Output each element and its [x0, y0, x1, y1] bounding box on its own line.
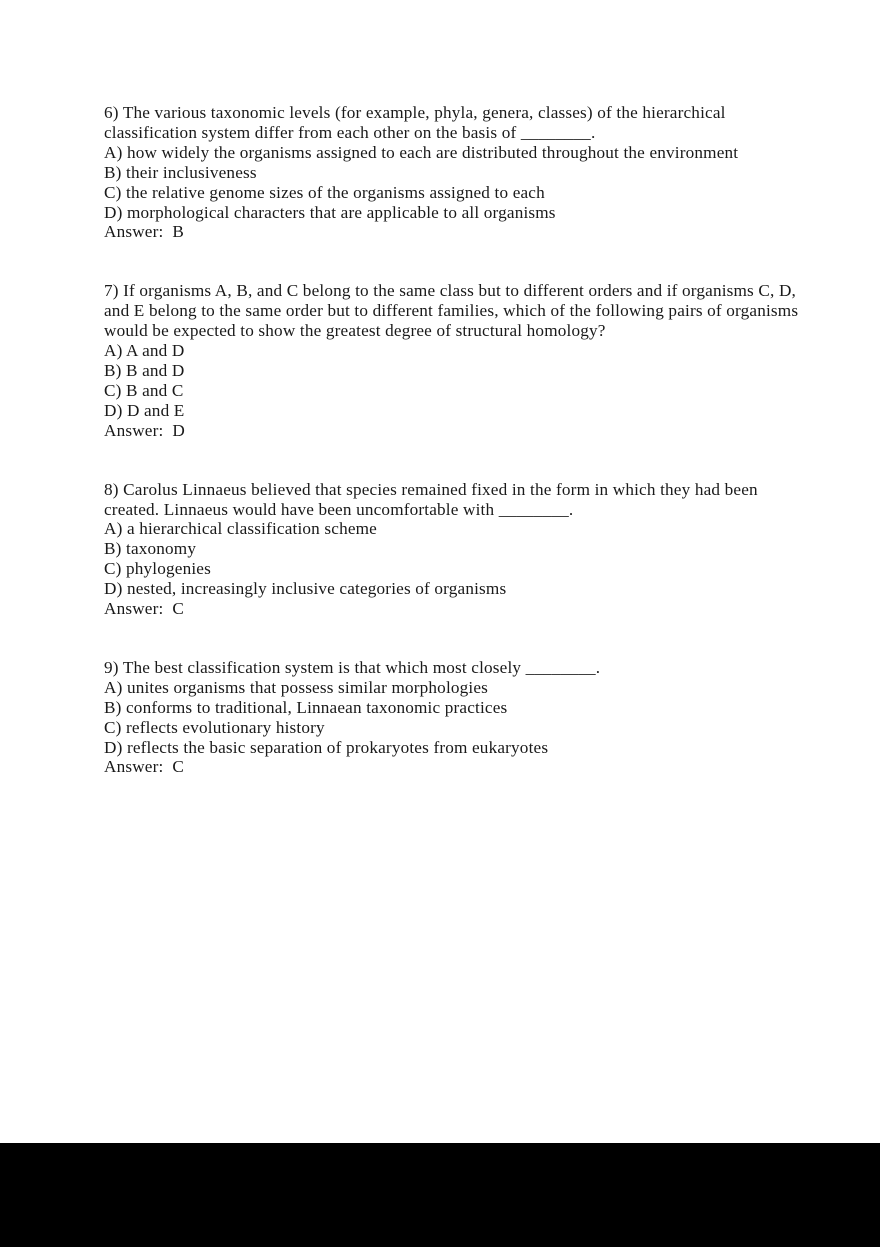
question-option: A) unites organisms that possess similar morphologies	[104, 677, 489, 697]
question-answer: Answer: B	[104, 222, 185, 242]
question-option: B) their inclusiveness	[104, 162, 257, 182]
question-option: C) the relative genome sizes of the organisms assigned to each	[104, 182, 545, 202]
question-block	[104, 480, 804, 619]
question-stem: 6) The various taxonomic levels (for example, phyla, genera, classes) of the hierarchical classification system differ from each other on the basis of ________.	[104, 103, 731, 142]
question-stem: 7) If organisms A, B, and C belong to the same class but to different orders and if organisms C, D, and E belong to the same order but to different families, which of the following pairs of organisms would be expected to show the greatest degree of structural homology?	[104, 281, 803, 341]
question-stem: 9) The best classification system is that which most closely ________.	[104, 657, 601, 677]
question-answer: Answer: C	[104, 599, 185, 619]
question-answer: Answer: D	[104, 420, 185, 440]
question-option: D) D and E	[104, 400, 185, 420]
question-block	[104, 658, 804, 777]
question-option: A) how widely the organisms assigned to each are distributed throughout the environment	[104, 142, 739, 162]
question-option: D) reflects the basic separation of prokaryotes from eukaryotes	[104, 737, 549, 757]
question-option: A) a hierarchical classification scheme	[104, 519, 377, 539]
question-option: D) morphological characters that are applicable to all organisms	[104, 202, 556, 222]
question-option: C) phylogenies	[104, 559, 211, 579]
question-option: A) A and D	[104, 341, 185, 361]
question-answer: Answer: C	[104, 757, 185, 777]
question-option: B) taxonomy	[104, 539, 197, 559]
question-list	[104, 103, 804, 777]
question-option: B) conforms to traditional, Linnaean taxonomic practices	[104, 697, 508, 717]
question-option: C) reflects evolutionary history	[104, 717, 325, 737]
question-block	[104, 281, 804, 440]
question-option: C) B and C	[104, 380, 184, 400]
page-bottom-black-bar	[0, 1143, 880, 1247]
question-block	[104, 103, 804, 242]
question-option: D) nested, increasingly inclusive categories of organisms	[104, 579, 507, 599]
question-stem: 8) Carolus Linnaeus believed that species remained fixed in the form in which they had been created. Linnaeus would have been uncomfortable with ________.	[104, 479, 763, 519]
question-option: B) B and D	[104, 360, 185, 380]
